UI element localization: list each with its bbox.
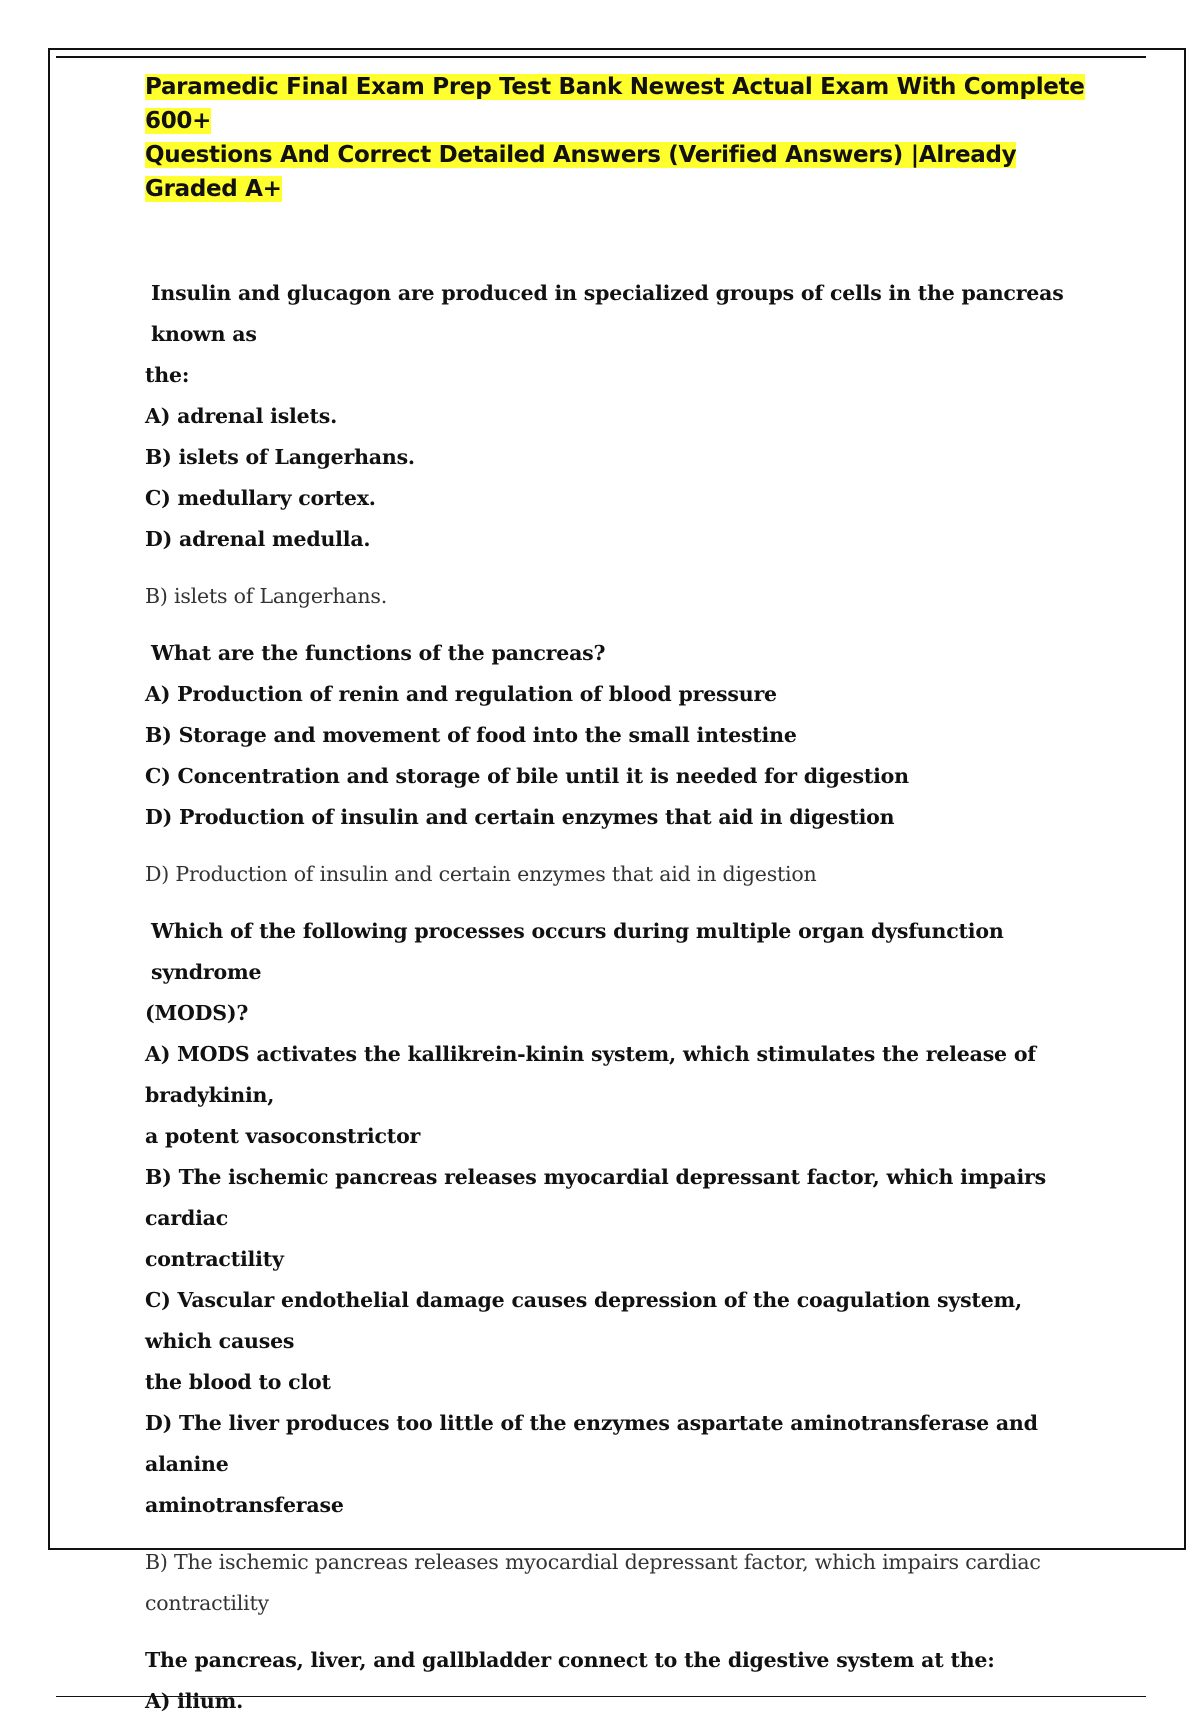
option-d: D) Production of insulin and certain enzymes that aid in digestion [145, 805, 895, 829]
option-b-continued: contractility [145, 1247, 284, 1271]
title-line-2: Questions And Correct Detailed Answers (Verified Answers) |Already Graded A+ [145, 142, 1017, 202]
option-d-continued: aminotransferase [145, 1493, 344, 1517]
option-a: A) ilium. [145, 1689, 244, 1713]
question-block-3 [145, 911, 1085, 1624]
question-stem: Which of the following processes occurs during multiple organ dysfunction syndrome [151, 919, 1004, 984]
option-d: D) The liver produces too little of the enzymes aspartate aminotransferase and alanine [145, 1411, 1038, 1476]
question-stem-continued: the: [145, 363, 190, 387]
option-d: D) adrenal medulla. [145, 527, 371, 551]
question-stem: What are the functions of the pancreas? [151, 641, 606, 665]
answer: D) Production of insulin and certain enzymes that aid in digestion [145, 862, 817, 886]
option-a: A) adrenal islets. [145, 404, 338, 428]
option-a: A) MODS activates the kallikrein-kinin system, which stimulates the release of bradykinin, [145, 1042, 1036, 1107]
option-b: B) islets of Langerhans. [145, 445, 415, 469]
option-a-continued: a potent vasoconstrictor [145, 1124, 421, 1148]
question-block-1 [145, 273, 1085, 617]
answer: B) The ischemic pancreas releases myocardial depressant factor, which impairs cardiac [145, 1550, 1041, 1574]
question-block-2 [145, 633, 1085, 895]
question-stem: Insulin and glucagon are produced in specialized groups of cells in the pancreas known as [151, 281, 1064, 346]
document-title [145, 70, 1085, 206]
document-body [145, 70, 1085, 1722]
option-c-continued: the blood to clot [145, 1370, 331, 1394]
question-block-4 [145, 1640, 1085, 1722]
option-b: B) The ischemic pancreas releases myocardial depressant factor, which impairs cardiac [145, 1165, 1046, 1230]
option-c: C) medullary cortex. [145, 486, 376, 510]
answer: B) islets of Langerhans. [145, 584, 388, 608]
top-rule [56, 56, 1146, 58]
option-a: A) Production of renin and regulation of blood pressure [145, 682, 777, 706]
option-c: C) Concentration and storage of bile until it is needed for digestion [145, 764, 909, 788]
question-stem-continued: (MODS)? [145, 1001, 249, 1025]
title-line-1: Paramedic Final Exam Prep Test Bank Newest Actual Exam With Complete 600+ [145, 74, 1085, 134]
answer-continued: contractility [145, 1591, 269, 1615]
option-b: B) Storage and movement of food into the small intestine [145, 723, 797, 747]
question-stem: The pancreas, liver, and gallbladder connect to the digestive system at the: [145, 1648, 995, 1672]
option-c: C) Vascular endothelial damage causes depression of the coagulation system, which causes [145, 1288, 1022, 1353]
